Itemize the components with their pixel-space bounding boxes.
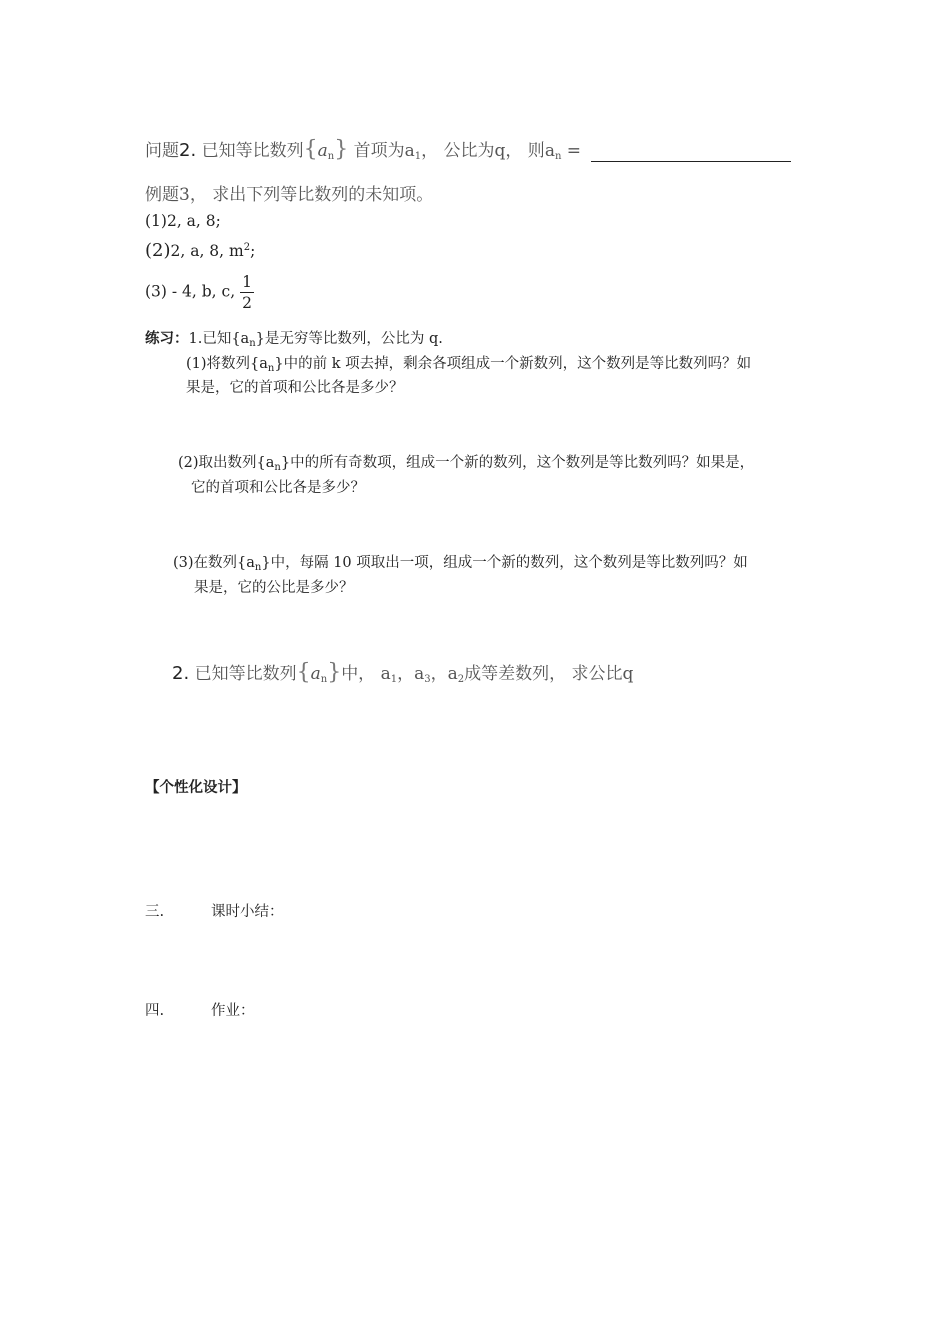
fraction-numerator: 1: [242, 273, 252, 291]
fraction-one-half: [240, 272, 254, 313]
practice-intro: [145, 327, 443, 349]
summary-label: 课时小结：: [211, 904, 284, 920]
example-3-title: 例题3， 求出下列等比数列的未知项。: [145, 185, 434, 205]
practice-q3-line-2: 果是，它的公比是多少？: [194, 580, 354, 596]
right-brace-icon: }: [327, 660, 342, 685]
an-symbol: a: [544, 141, 555, 161]
seq-n-subscript: n: [320, 674, 328, 685]
fraction-denominator: 2: [242, 294, 252, 312]
problem-two-number: 2.: [172, 663, 190, 684]
problem-two-text: 已知等比数列: [189, 664, 297, 684]
example-3-item-3: [145, 272, 254, 313]
first-term-text: 首项为: [348, 141, 405, 161]
item-3-prefix: (3) ‐ 4, b, c,: [145, 282, 236, 301]
q3-subscript: n: [254, 562, 262, 573]
example-3-item-1: (1)2, a, 8;: [145, 212, 221, 230]
problem-2-line: [145, 136, 791, 162]
problem-two-line: [172, 659, 633, 685]
comma-separator: ，: [430, 664, 448, 684]
item-2-end: ;: [250, 242, 256, 260]
q3-text-a: (3)在数列{a: [173, 555, 255, 571]
q2-text-a: (2)取出数列{a: [178, 455, 275, 471]
answer-blank-line: [591, 160, 791, 162]
equals-sign: =: [561, 141, 582, 161]
problem-2-number: 2.: [179, 140, 197, 161]
a3-symbol: a: [414, 664, 425, 684]
seq-n-subscript: n: [327, 151, 335, 162]
q1-text-b: }中的前 k 项去掉，剩余各项组成一个新数列，这个数列是等比数列吗？如: [274, 356, 752, 372]
an-subscript: n: [554, 151, 562, 162]
middle-text: 中，: [341, 664, 381, 684]
a2-symbol: a: [447, 664, 458, 684]
problem-2-lead: 问题: [145, 141, 179, 161]
practice-intro-rest: }是无穷等比数列，公比为 q.: [255, 331, 443, 347]
left-brace-icon: {: [296, 660, 311, 685]
q3-text-b: }中，每隔 10 项取出一项，组成一个新的数列，这个数列是等比数列吗？如: [261, 555, 748, 571]
a1-symbol: a: [380, 664, 391, 684]
a3-subscript: 3: [424, 674, 431, 685]
seq-a: a: [317, 141, 328, 161]
practice-q2-line-1: [178, 451, 754, 473]
q1-subscript: n: [267, 363, 275, 374]
practice-q3-line-1: [173, 551, 748, 573]
item-2-body: 2, a, 8, m: [170, 242, 244, 260]
a1-subscript: 1: [414, 151, 422, 162]
q1-text-a: (1)将数列{a: [186, 356, 268, 372]
seq-a: a: [310, 664, 321, 684]
comma-separator: ，: [397, 664, 415, 684]
homework-label: 作业：: [211, 1003, 255, 1019]
a1-symbol: a: [404, 141, 415, 161]
left-brace-icon: {: [303, 137, 318, 162]
summary-number: 三.: [145, 904, 165, 920]
item-2-exponent: 2: [243, 242, 251, 253]
practice-q1-line-1: [186, 352, 751, 374]
q2-subscript: n: [274, 462, 281, 473]
example-3-item-2: [145, 240, 255, 261]
ratio-text: ， 公比为q， 则: [421, 141, 545, 161]
personalized-design-heading: 【个性化设计】: [145, 779, 247, 796]
q2-text-b: }中的所有奇数项，组成一个新的数列，这个数列是等比数列吗？如果是，: [280, 455, 755, 471]
practice-label: 练习：: [145, 330, 189, 347]
practice-intro-text: 1.已知{a: [188, 331, 250, 347]
practice-q2-line-2: 它的首项和公比各是多少？: [191, 480, 365, 496]
item-2-prefix: (2): [145, 240, 171, 261]
practice-q1-line-2: 果是，它的首项和公比各是多少？: [186, 380, 404, 396]
homework-number: 四.: [145, 1003, 165, 1019]
arithmetic-text: 成等差数列， 求公比q: [464, 664, 634, 684]
a1-subscript: 1: [390, 674, 398, 685]
practice-intro-subscript: n: [249, 338, 256, 349]
right-brace-icon: }: [334, 137, 349, 162]
a2-subscript: 2: [457, 674, 465, 685]
problem-2-text: 已知等比数列: [196, 141, 304, 161]
